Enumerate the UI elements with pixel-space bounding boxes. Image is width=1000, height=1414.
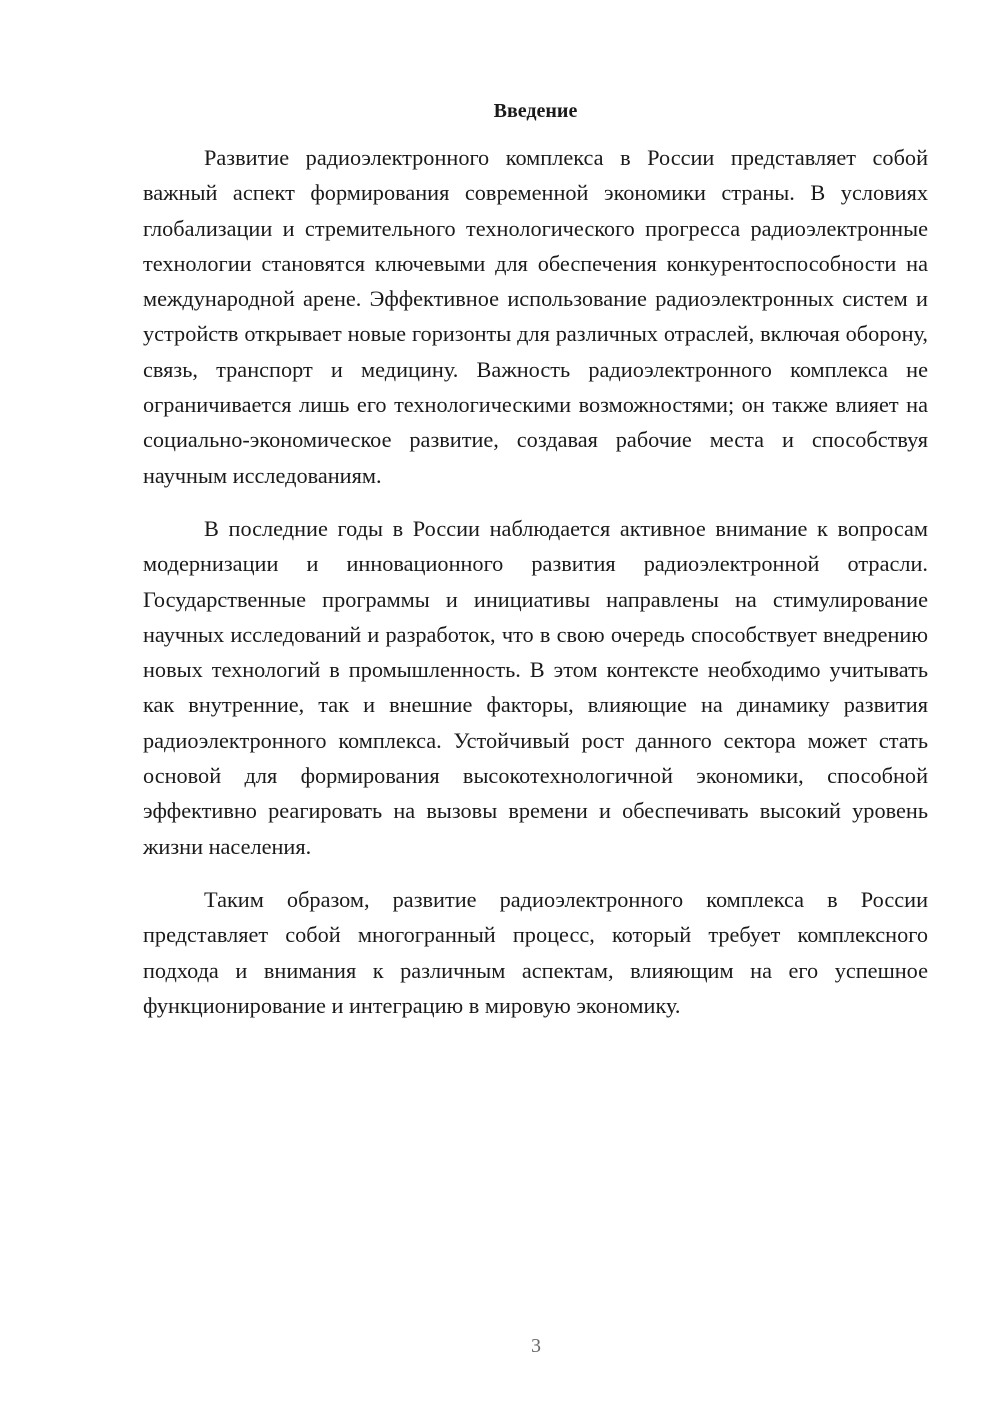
page-content [143, 96, 928, 1023]
paragraph-2: В последние годы в России наблюдается активное внимание к вопросам модернизации и инновационного развития радиоэлектронной отрасли. Государственные программы и инициативы направлены на стимулирование научных исследований и разработок, что в свою очередь способствует внедрению новых технологий в промышленность. В этом контексте необходимо учитывать как внутренние, так и внешние факторы, влияющие на динамику развития радиоэлектронного комплекса. Устойчивый рост данного сектора может стать основой для формирования высокотехнологичной экономики, способной эффективно реагировать на вызовы времени и обеспечивать высокий уровень жизни населения. [143, 515, 928, 859]
paragraph-3: Таким образом, развитие радиоэлектронного комплекса в России представляет собой многогранный процесс, который требует комплексного подхода и внимания к различным аспектам, влияющим на его успешное функционирование и интеграцию в мировую экономику. [143, 886, 928, 1018]
section-heading: Введение [493, 100, 578, 122]
paragraph-1: Развитие радиоэлектронного комплекса в России представляет собой важный аспект формирования современной экономики страны. В условиях глобализации и стремительного технологического прогресса радиоэлектронные технологии становятся ключевыми для обеспечения конкурентоспособности на международной арене. Эффективное использование радиоэлектронных систем и устройств открывает новые горизонты для различных отраслей, включая оборону, связь, транспорт и медицину. Важность радиоэлектронного комплекса не ограничивается лишь его технологическими возможностями; он также влияет на социально-экономическое развитие, создавая рабочие места и способствуя научным исследованиям. [143, 145, 928, 488]
page-number: 3 [531, 1335, 541, 1357]
